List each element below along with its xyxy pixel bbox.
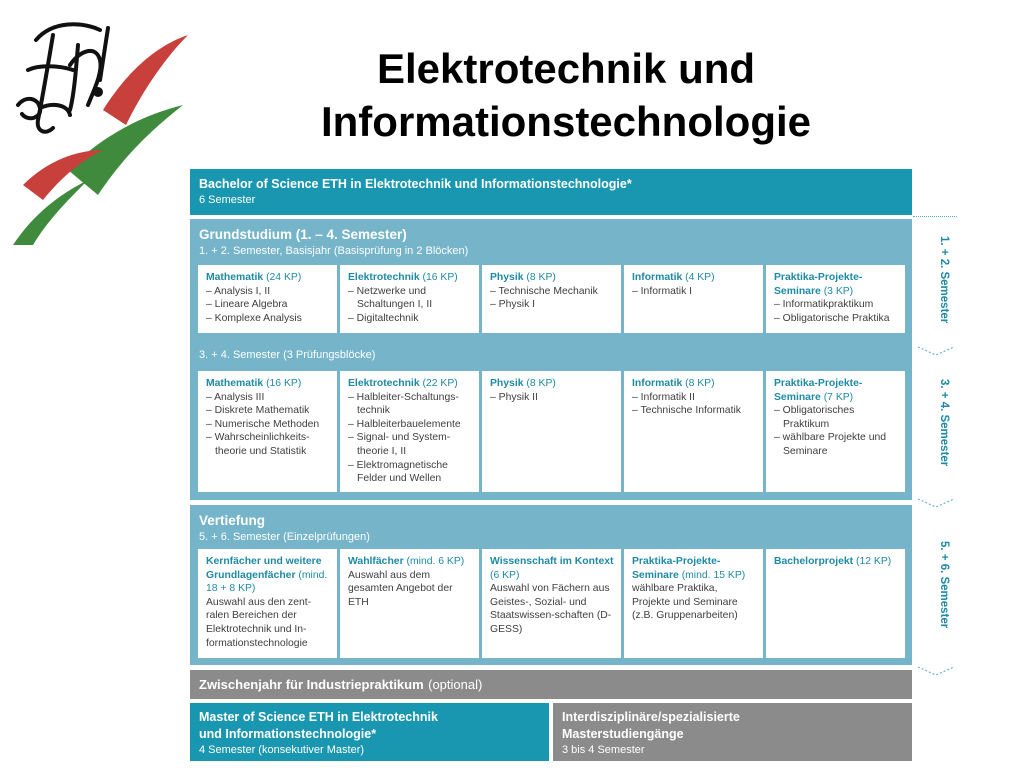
year1-card bbox=[340, 265, 479, 333]
side-label-s34: 3. + 4. Semester bbox=[938, 379, 950, 467]
master-line2: und Informationstechnologie* bbox=[199, 727, 377, 741]
card-item: – Analysis I, II bbox=[206, 285, 271, 297]
bachelor-title: Bachelor of Science ETH in Elektrotechnik und Informationstechnologie* bbox=[199, 177, 632, 191]
card-heading bbox=[490, 271, 615, 285]
logo bbox=[8, 10, 193, 245]
card-item: – Elektromagnetische Felder und Wellen bbox=[348, 459, 448, 485]
year3-card bbox=[198, 549, 337, 658]
card-item: – Komplexe Analysis bbox=[206, 312, 302, 324]
card-heading bbox=[206, 377, 331, 391]
card-item: – Diskrete Mathematik bbox=[206, 405, 310, 417]
card-heading bbox=[206, 271, 331, 285]
vertiefung-sub: 5. + 6. Semester (Einzelprüfungen) bbox=[199, 531, 370, 543]
card-item: – Wahrscheinlichkeits-theorie und Statistik bbox=[206, 432, 310, 457]
grundstudium-sub2: 3. + 4. Semester (3 Prüfungsblöcke) bbox=[199, 349, 376, 361]
card-heading bbox=[774, 555, 899, 569]
card-item: – Informatikpraktikum bbox=[774, 299, 874, 311]
card-title: Wahlfächer bbox=[348, 556, 404, 567]
zwischenjahr-bar bbox=[190, 670, 912, 699]
card-credits: (3 KP) bbox=[823, 285, 854, 297]
master-sub: 4 Semester (konsekutiver Master) bbox=[199, 744, 365, 756]
year2-card bbox=[766, 371, 905, 492]
card-credits: (12 KP) bbox=[856, 556, 892, 567]
year3-card bbox=[340, 549, 479, 658]
card-credits: (24 KP) bbox=[266, 272, 302, 283]
card-heading bbox=[632, 377, 757, 391]
grundstudium-title: Grundstudium (1. – 4. Semester) bbox=[199, 227, 407, 242]
card-title: Praktika-Projekte-Seminare bbox=[774, 378, 863, 403]
year2-card bbox=[624, 371, 763, 492]
bachelor-header bbox=[190, 169, 912, 215]
inter-line1: Interdisziplinäre/spezialisierte bbox=[562, 710, 740, 724]
master-box bbox=[190, 703, 549, 761]
card-heading bbox=[632, 555, 757, 582]
zwischenjahr-optional: (optional) bbox=[428, 677, 483, 692]
card-heading bbox=[348, 555, 473, 569]
year1-card bbox=[624, 265, 763, 333]
year3-card bbox=[624, 549, 763, 658]
card-heading bbox=[490, 377, 615, 391]
side-label-s56: 5. + 6. Semester bbox=[938, 541, 950, 629]
card-title: Mathematik bbox=[206, 378, 264, 389]
logo-monogram bbox=[18, 24, 108, 131]
card-title: Praktika-Projekte-Seminare bbox=[632, 556, 721, 581]
card-item: Auswahl aus den zent-ralen Bereichen der Elektrotechnik und In-formationstechnologie bbox=[206, 596, 312, 649]
card-credits: (22 KP) bbox=[422, 378, 458, 389]
card-item: – Signal- und System-theorie I, II bbox=[348, 432, 451, 457]
year2-card bbox=[340, 371, 479, 492]
inter-line2: Masterstudiengänge bbox=[562, 727, 684, 741]
vertiefung-title: Vertiefung bbox=[199, 513, 266, 528]
card-item: – Lineare Algebra bbox=[206, 299, 288, 311]
card-item: Auswahl aus dem gesamten Angebot der ETH bbox=[348, 569, 453, 608]
bachelor-sub: 6 Semester bbox=[199, 194, 256, 206]
card-item: – Informatik I bbox=[632, 285, 693, 297]
page-title-line2: Informationstechnologie bbox=[320, 98, 811, 145]
card-title: Physik bbox=[490, 378, 524, 389]
card-title: Bachelorprojekt bbox=[774, 556, 854, 567]
year2-card bbox=[482, 371, 621, 492]
card-heading bbox=[206, 555, 331, 596]
card-item: – Halbleiterbauelemente bbox=[348, 418, 461, 430]
card-item: – Technische Mechanik bbox=[490, 285, 598, 297]
card-item: – Digitaltechnik bbox=[348, 312, 419, 324]
card-title: Elektrotechnik bbox=[348, 378, 420, 389]
card-credits: (8 KP) bbox=[526, 272, 556, 283]
card-title: Kernfächer und weitere Grundlagenfächer bbox=[206, 556, 322, 581]
card-credits: (7 KP) bbox=[823, 391, 854, 403]
card-heading bbox=[774, 377, 899, 404]
card-title: Informatik bbox=[632, 378, 683, 389]
card-item: – wählbare Projekte und Seminare bbox=[774, 432, 887, 457]
year1-card bbox=[766, 265, 905, 333]
year2-card bbox=[198, 371, 337, 492]
side-label-s12: 1. + 2. Semester bbox=[938, 236, 950, 324]
card-heading bbox=[490, 555, 615, 582]
chevron-divider-1 bbox=[918, 345, 954, 357]
card-item: – Analysis III bbox=[206, 391, 265, 403]
master-line1: Master of Science ETH in Elektrotechnik bbox=[199, 710, 438, 724]
year3-card bbox=[766, 549, 905, 658]
card-item: – Numerische Methoden bbox=[206, 418, 320, 430]
card-item: – Halbleiter-Schaltungs-technik bbox=[348, 391, 459, 417]
card-credits: (16 KP) bbox=[266, 378, 302, 389]
inter-sub: 3 bis 4 Semester bbox=[562, 744, 645, 756]
card-heading bbox=[348, 271, 473, 285]
card-title: Elektrotechnik bbox=[348, 272, 420, 283]
card-credits: (6 KP) bbox=[490, 569, 520, 581]
year1-card bbox=[482, 265, 621, 333]
card-title: Wissenschaft im Kontext bbox=[490, 556, 614, 567]
page-title bbox=[196, 42, 936, 148]
card-item: – Obligatorisches Praktikum bbox=[774, 405, 855, 430]
card-item: – Informatik II bbox=[632, 391, 695, 403]
card-title: Physik bbox=[490, 272, 524, 283]
card-credits: (mind. 15 KP) bbox=[681, 569, 746, 581]
grundstudium-sub1: 1. + 2. Semester, Basisjahr (Basisprüfung in 2 Blöcken) bbox=[199, 245, 469, 257]
card-item: Auswahl von Fächern aus Geistes-, Sozial- und Staatswissen-schaften (D-GESS) bbox=[490, 583, 612, 635]
card-credits: (4 KP) bbox=[685, 272, 715, 283]
card-item: – Netzwerke und Schaltungen I, II bbox=[348, 285, 433, 311]
inter-box bbox=[553, 703, 912, 761]
card-title: Informatik bbox=[632, 272, 683, 283]
card-item: – Physik II bbox=[490, 391, 538, 403]
card-credits: (mind. 6 KP) bbox=[406, 556, 465, 567]
card-title: Mathematik bbox=[206, 272, 264, 283]
card-credits: (mind. 18 + 8 KP) bbox=[206, 569, 328, 595]
zwischenjahr-title: Zwischenjahr für Industriepraktikum bbox=[199, 677, 424, 692]
card-item: – Technische Informatik bbox=[632, 405, 741, 417]
card-heading bbox=[632, 271, 757, 285]
divider-top bbox=[913, 216, 957, 217]
card-title: Praktika-Projekte-Seminare bbox=[774, 272, 863, 297]
card-credits: (8 KP) bbox=[526, 378, 556, 389]
card-credits: (16 KP) bbox=[422, 272, 458, 283]
card-heading bbox=[348, 377, 473, 391]
card-item: wählbare Praktika, Projekte und Seminare (z.B. Gruppenarbeiten) bbox=[632, 583, 738, 622]
year1-card bbox=[198, 265, 337, 333]
chevron-divider-2 bbox=[918, 497, 954, 509]
chevron-divider-3 bbox=[918, 665, 954, 677]
card-credits: (8 KP) bbox=[685, 378, 715, 389]
card-item: – Physik I bbox=[490, 299, 536, 311]
page-title-line1: Elektrotechnik und bbox=[376, 45, 756, 92]
card-heading bbox=[774, 271, 899, 298]
card-item: – Obligatorische Praktika bbox=[774, 312, 890, 324]
year3-card bbox=[482, 549, 621, 658]
